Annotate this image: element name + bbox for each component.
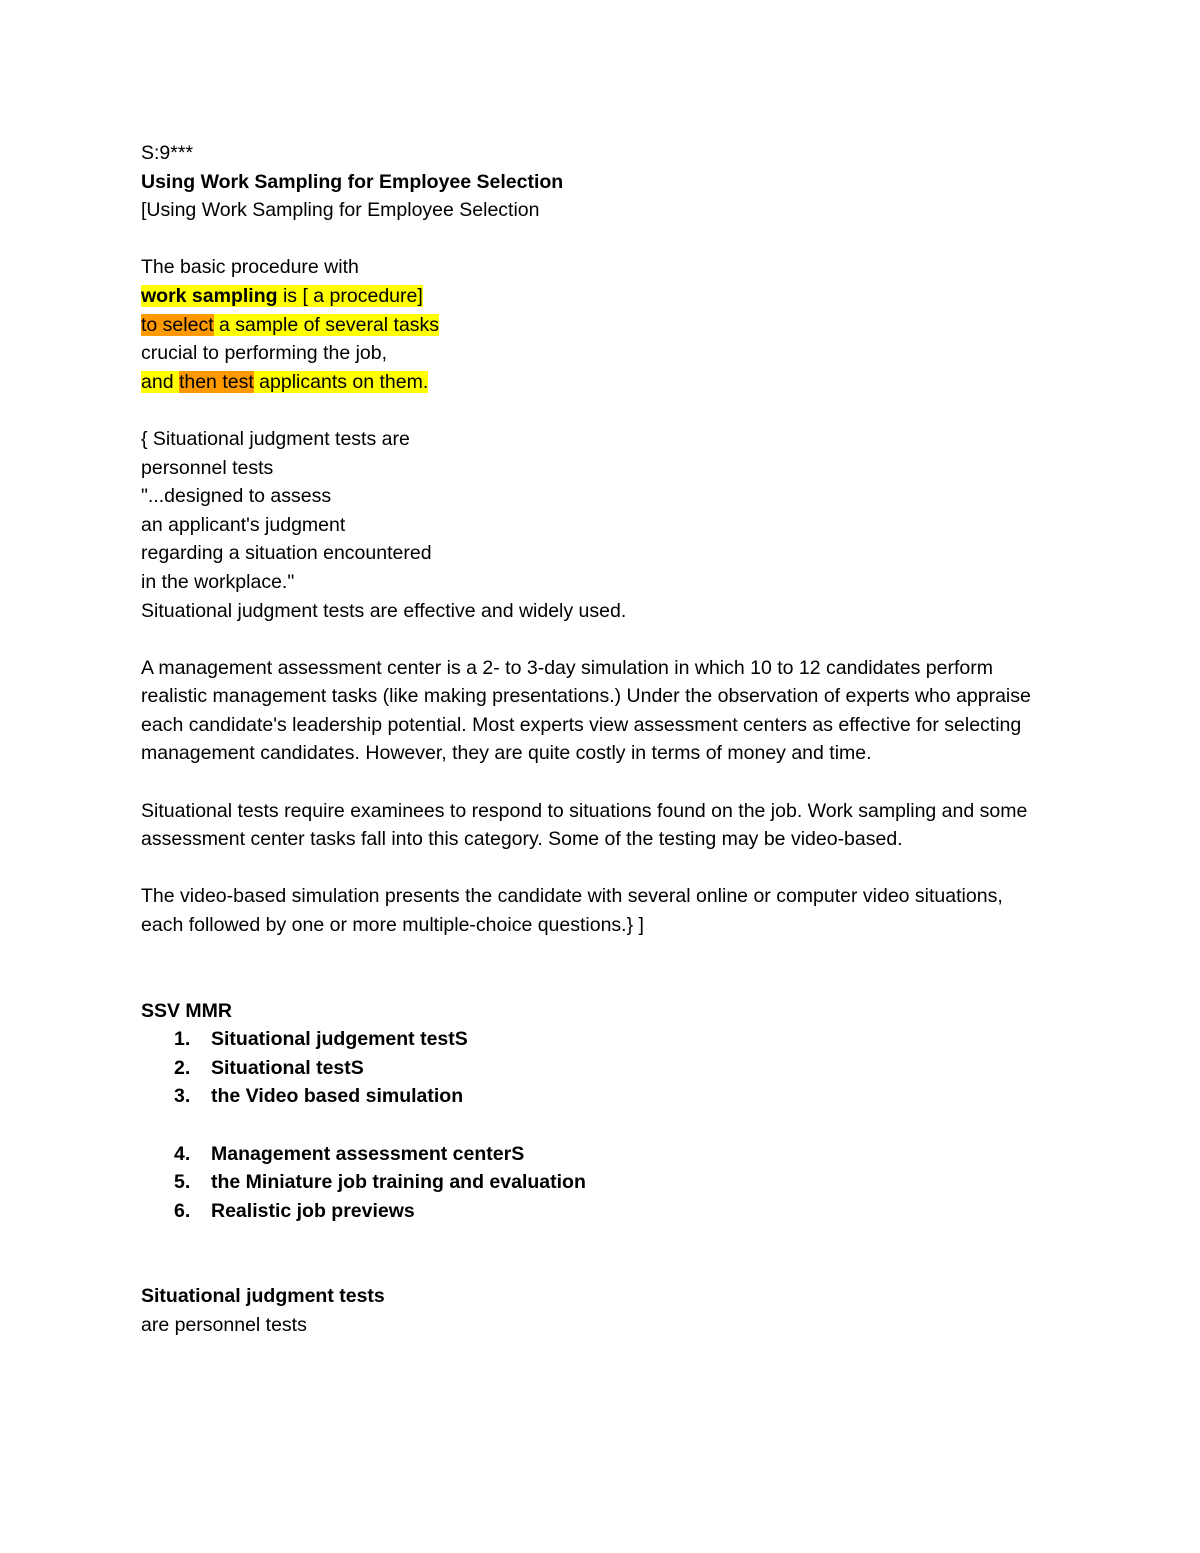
spacer (141, 625, 1041, 654)
sjt-line: Situational judgment tests are effective and widely used. (141, 599, 627, 622)
spacer (141, 768, 1041, 797)
intro-line-2-rest: is [ a procedure] (277, 284, 423, 307)
paragraph-video-simulation: The video-based simulation presents the candidate with several online or computer video situations, each followed by one or more multiple-choice questions.} ] (141, 885, 1003, 937)
document-page (141, 139, 1041, 1340)
intro-line-4: crucial to performing the job, (141, 342, 388, 365)
spacer (141, 854, 1041, 883)
then-test-highlight: then test (178, 370, 254, 393)
list-item (174, 1168, 1041, 1197)
sjt-line: regarding a situation encountered (141, 542, 432, 565)
spacer (141, 1111, 1041, 1140)
document-code: S:9*** (141, 142, 194, 164)
paragraph-assessment-center: A management assessment center is a 2- to 3-day simulation in which 10 to 12 candidates perform realistic management tasks (like making presentations.) Under the observation of experts who appraise each candidate's leadership potential. Most experts view assessment centers as effective for selecting management candidates. However, they are quite costly in terms of money and time. (141, 656, 1031, 765)
work-sampling-term: work sampling (141, 284, 278, 307)
to-select-highlight: to select (141, 313, 214, 336)
list-item-text: Realistic job previews (211, 1199, 415, 1222)
intro-line-1: The basic procedure with (141, 256, 359, 279)
intro-line-3-rest: a sample of several tasks (213, 313, 440, 336)
ssv-list-a (141, 1025, 1041, 1111)
final-line: are personnel tests (141, 1313, 307, 1336)
intro-line-3 (141, 311, 1041, 340)
list-item-text: Management assessment centerS (211, 1142, 525, 1165)
ssv-list-b (141, 1140, 1041, 1226)
sjt-line: { Situational judgment tests are (141, 427, 410, 450)
list-item-text: the Miniature job training and evaluation (211, 1171, 586, 1194)
sjt-line: "...designed to assess (141, 485, 332, 508)
list-number: 2. (174, 1056, 191, 1079)
list-item-text: the Video based simulation (211, 1085, 464, 1108)
spacer (141, 940, 1041, 997)
list-item-text: Situational testS (211, 1056, 364, 1079)
list-number: 5. (174, 1171, 191, 1194)
paragraph-situational-tests: Situational tests require examinees to respond to situations found on the job. Work sampling and some assessment center tasks fall into this category. Some of the testing may be video-based. (141, 799, 1028, 851)
spacer (141, 1225, 1041, 1282)
list-item (174, 1197, 1041, 1226)
list-number: 3. (174, 1085, 191, 1108)
list-number: 1. (174, 1028, 191, 1051)
list-item (174, 1082, 1041, 1111)
list-item-text: Situational judgement testS (211, 1028, 468, 1051)
list-item (174, 1140, 1041, 1169)
sjt-line: in the workplace." (141, 570, 295, 593)
ssv-heading: SSV MMR (141, 999, 233, 1022)
final-heading: Situational judgment tests (141, 1285, 385, 1308)
sjt-line: an applicant's judgment (141, 513, 346, 536)
list-item (174, 1025, 1041, 1054)
sjt-line: personnel tests (141, 456, 274, 479)
document-subtitle: [Using Work Sampling for Employee Selection (141, 199, 540, 222)
spacer (141, 396, 1041, 425)
intro-line-5-a: and (141, 370, 179, 393)
intro-line-2 (141, 282, 1041, 311)
spacer (141, 225, 1041, 254)
document-title: Using Work Sampling for Employee Selection (141, 170, 564, 193)
list-item (174, 1054, 1041, 1083)
intro-line-5-rest: applicants on them. (253, 370, 429, 393)
list-number: 4. (174, 1142, 191, 1165)
intro-line-5 (141, 368, 1041, 397)
list-number: 6. (174, 1199, 191, 1222)
